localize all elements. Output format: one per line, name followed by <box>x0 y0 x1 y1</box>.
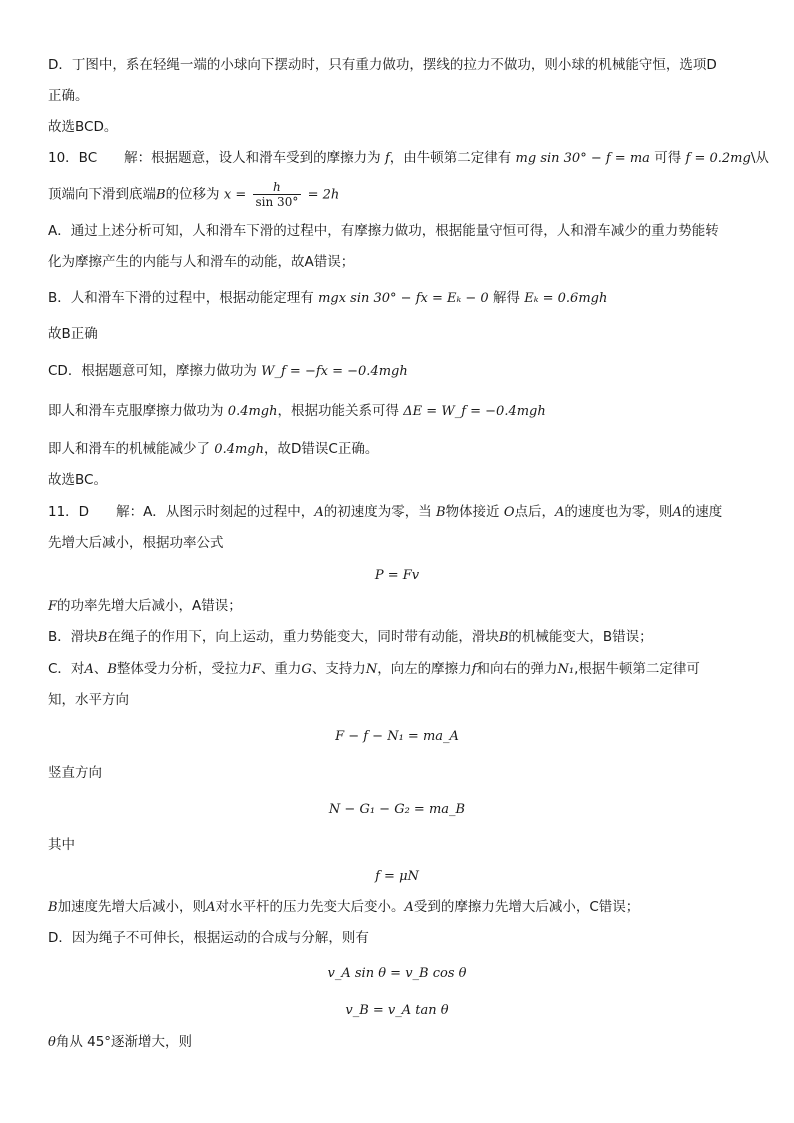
text: 10．BC 解：根据题意，设人和滑车受到的摩擦力为 <box>48 150 381 166</box>
math-symbol: B <box>97 630 108 645</box>
text: CD．根据题意可知，摩擦力做功为 <box>48 363 257 379</box>
fraction-numerator: h <box>253 180 302 195</box>
math-symbol: O <box>503 505 515 520</box>
text: 的速度 <box>681 504 723 520</box>
text: ，向左的摩擦力 <box>377 661 472 677</box>
text: 、支持力 <box>311 661 366 677</box>
text: 物体接近 <box>445 504 500 520</box>
text: 加速度先增大后减小，则 <box>57 899 207 915</box>
equation-power: P = Fv <box>374 568 420 583</box>
text-line <box>48 835 75 855</box>
text: 的初速度为零，当 <box>323 504 432 520</box>
text: \从 <box>750 150 769 166</box>
equation-work-amount: 0.4mgh <box>214 442 264 457</box>
text-line <box>48 252 354 272</box>
math-symbol: B <box>436 505 446 520</box>
text: 和向右的弹力 <box>476 661 558 677</box>
equation-friction-work: W_f = −fx = −0.4mgh <box>261 364 408 379</box>
math-symbol: θ <box>48 1035 56 1050</box>
math-symbol: N <box>365 662 378 677</box>
text-line <box>48 401 546 422</box>
text: 顶端向下滑到底端 <box>48 186 156 203</box>
equation-newton: mg sin 30° − f = ma <box>515 151 650 166</box>
math-symbol: A <box>555 505 565 520</box>
text: 、 <box>93 661 108 677</box>
math-symbol: A <box>314 505 324 520</box>
text-line <box>48 928 369 948</box>
text: 在绳子的作用下，向上运动，重力势能变大，同时带有动能，滑块 <box>107 629 499 645</box>
math-symbol: B <box>498 630 509 645</box>
equation-velocity2-line <box>0 1000 794 1021</box>
text: A．通过上述分析可知，人和滑车下滑的过程中，有摩擦力做功，根据能量守恒可得，人和滑车减少的重力势能转 <box>48 223 719 239</box>
text: 11．D 解：A．从图示时刻起的过程中， <box>48 504 315 520</box>
text: 即人和滑车的机械能减少了 <box>48 441 210 457</box>
math-symbol: A <box>672 505 682 520</box>
text: C．对 <box>48 661 85 677</box>
text-line <box>48 55 717 75</box>
text: 正确。 <box>48 88 89 104</box>
text: 整体受力分析，受拉力 <box>116 661 252 677</box>
text: 故选BCD。 <box>48 119 118 135</box>
equation-horizontal-line <box>0 726 794 747</box>
text: 的位移为 <box>165 186 220 203</box>
text: ，根据功能关系可得 <box>277 403 399 419</box>
text: 知，水平方向 <box>48 692 129 708</box>
equation-velocity1: v_A sin θ = v_B cos θ <box>327 966 467 981</box>
text: 解得 <box>492 290 520 306</box>
text: 的速度也为零，则 <box>564 504 673 520</box>
math-symbol: B <box>48 900 58 915</box>
text: 故选BC。 <box>48 472 107 488</box>
text: 的功率先增大后减小，A错误； <box>57 598 242 614</box>
text-line <box>48 627 653 648</box>
text: 即人和滑车克服摩擦力做功为 <box>48 403 224 419</box>
equation-horizontal: F − f − N₁ = ma_A <box>335 729 459 744</box>
text-line <box>48 86 89 106</box>
text: 竖直方向 <box>48 765 102 781</box>
equation-velocity2: v_B = v_A tan θ <box>345 1003 449 1018</box>
text: 其中 <box>48 837 75 853</box>
text-line <box>48 1032 192 1053</box>
text-line <box>48 180 339 209</box>
text: 对水平杆的压力先变大后变小。 <box>215 899 405 915</box>
fraction <box>253 180 302 209</box>
equation-displacement-lhs: x = <box>223 187 247 203</box>
math-symbol: A <box>404 900 414 915</box>
equation-vertical: N − G₁ − G₂ = ma_B <box>328 802 466 817</box>
question-11-line <box>48 502 722 523</box>
math-symbol: G <box>301 662 312 677</box>
text: D．因为绳子不可伸长，根据运动的合成与分解，则有 <box>48 930 369 946</box>
text-line <box>48 596 242 617</box>
equation-vertical-line <box>0 799 794 820</box>
text: 受到的摩擦力先增大后减小，C错误； <box>413 899 640 915</box>
text: B．滑块 <box>48 629 98 645</box>
text-line <box>48 221 719 241</box>
text: B．人和滑车下滑的过程中，根据动能定理有 <box>48 290 314 306</box>
text: 、重力 <box>260 661 302 677</box>
text-line <box>48 763 102 783</box>
text: ，由牛顿第二定律有 <box>389 150 512 166</box>
text-line <box>48 288 607 309</box>
math-symbol: F <box>48 599 58 614</box>
text: 先增大后减小，根据功率公式 <box>48 535 224 551</box>
text: 化为摩擦产生的内能与人和滑车的动能，故A错误； <box>48 254 355 270</box>
text-line <box>48 659 700 680</box>
text: D．丁图中，系在轻绳一端的小球向下摆动时，只有重力做功，摆线的拉力不做功，则小球的机械能守恒，选项D <box>48 57 717 73</box>
equation-velocity1-line <box>0 963 794 984</box>
math-symbol: B <box>107 662 117 677</box>
text-line <box>48 439 378 460</box>
text: 故B正确 <box>48 326 98 342</box>
equation-friction: f = 0.2mg <box>685 151 751 166</box>
text-line <box>48 361 408 382</box>
text-line <box>48 690 129 710</box>
equation-delta-e: ΔE = W_f = −0.4mgh <box>403 404 546 419</box>
equation-kinetic-energy: Eₖ = 0.6mgh <box>524 291 608 306</box>
text: ，故D错误C正确。 <box>264 441 379 457</box>
math-symbol: A <box>84 662 94 677</box>
math-symbol: F <box>251 662 261 677</box>
math-symbol: A <box>206 900 216 915</box>
equation-power-line <box>0 565 794 586</box>
math-symbol: f <box>384 151 390 166</box>
text-line <box>48 324 98 344</box>
equation-displacement-rhs: = 2h <box>307 187 340 203</box>
math-symbol: N₁ <box>557 662 575 677</box>
math-symbol: f <box>471 662 477 677</box>
equation-work-amount: 0.4mgh <box>227 404 278 419</box>
text: ,根据牛顿第二定律可 <box>574 661 700 677</box>
text: 点后， <box>514 504 556 520</box>
equation-friction-mu-line <box>0 866 794 887</box>
text-line <box>48 117 117 137</box>
question-10-line <box>48 148 769 169</box>
text-line <box>48 897 639 918</box>
text: 可得 <box>654 150 682 166</box>
equation-friction-mu: f = μN <box>375 869 419 884</box>
equation-work-energy: mgx sin 30° − fx = Eₖ − 0 <box>318 291 489 306</box>
text: 角从 45°逐渐增大，则 <box>55 1034 193 1050</box>
text: 的机械能变大，B错误； <box>508 629 653 645</box>
text-line <box>48 470 107 490</box>
text-line <box>48 533 224 553</box>
fraction-denominator: sin 30° <box>255 195 299 209</box>
math-symbol: B <box>156 187 166 203</box>
